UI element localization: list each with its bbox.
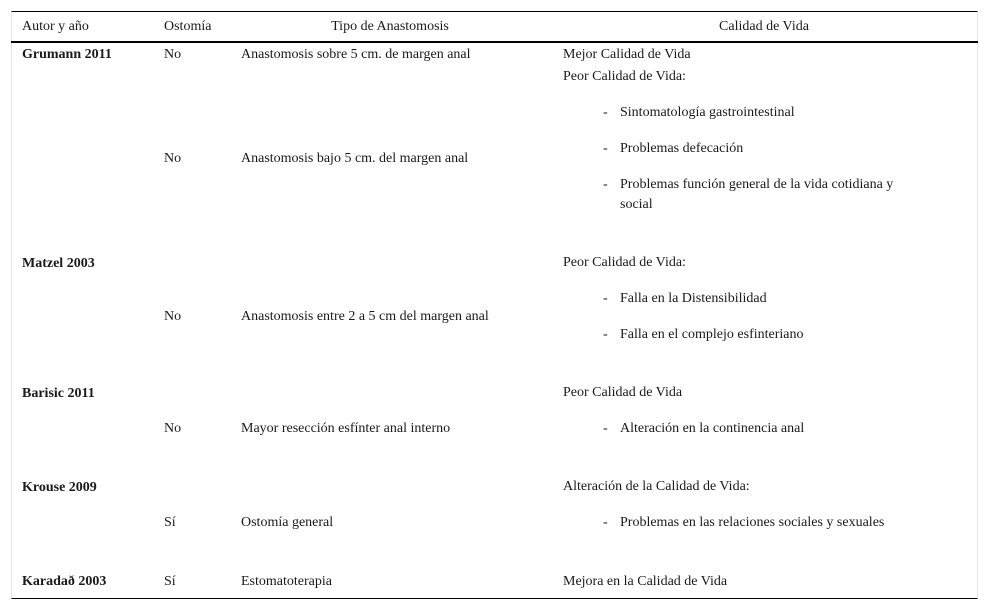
bullet-marker: - [603, 421, 608, 436]
bullet-marker: - [603, 327, 608, 342]
ostomy-cell: No [164, 47, 182, 62]
bullet-item: Falla en la Distensibilidad [620, 291, 767, 306]
header-ostomy: Ostomía [164, 19, 212, 34]
header-divider [11, 41, 978, 43]
bullet-item: Problemas defecación [620, 141, 744, 156]
bullet-marker: - [603, 177, 608, 192]
anastomosis-cell: Anastomosis bajo 5 cm. del margen anal [241, 151, 469, 166]
anastomosis-cell: Ostomía general [241, 515, 334, 530]
quality-cell: Peor Calidad de Vida: [563, 255, 686, 270]
anastomosis-cell: Mayor resección esfínter anal interno [241, 421, 451, 436]
anastomosis-cell: Anastomosis entre 2 a 5 cm del margen anal [241, 309, 489, 324]
ostomy-cell: No [164, 151, 182, 166]
quality-cell: Mejora en la Calidad de Vida [563, 574, 728, 589]
bullet-marker: - [603, 515, 608, 530]
bullet-item: Problemas en las relaciones sociales y sexuales [620, 515, 885, 530]
ostomy-cell: No [164, 421, 182, 436]
quality-cell: Peor Calidad de Vida [563, 385, 683, 400]
ostomy-cell: Sí [164, 574, 176, 589]
anastomosis-cell: Anastomosis sobre 5 cm. de margen anal [241, 47, 471, 62]
bullet-marker: - [603, 105, 608, 120]
bullet-marker: - [603, 141, 608, 156]
header-author: Autor y año [22, 19, 89, 34]
author-cell: Grumann 2011 [22, 47, 112, 62]
bullet-item: Falla en el complejo esfinteriano [620, 327, 804, 342]
bullet-item-continuation: social [620, 197, 653, 212]
author-cell: Krouse 2009 [22, 480, 97, 495]
bullet-item: Problemas función general de la vida cotidiana y [620, 177, 894, 192]
quality-cell: Mejor Calidad de Vida [563, 47, 691, 62]
quality-cell: Alteración de la Calidad de Vida: [563, 479, 750, 494]
anastomosis-cell: Estomatoterapia [241, 574, 332, 589]
data-table [11, 11, 978, 599]
header-anastomosis: Tipo de Anastomosis [331, 19, 449, 34]
bullet-marker: - [603, 291, 608, 306]
header-quality: Calidad de Vida [719, 19, 809, 34]
bullet-item: Sintomatología gastrointestinal [620, 105, 795, 120]
author-cell: Barisic 2011 [22, 386, 95, 401]
quality-cell: Peor Calidad de Vida: [563, 69, 686, 84]
ostomy-cell: No [164, 309, 182, 324]
bullet-item: Alteración en la continencia anal [620, 421, 805, 436]
ostomy-cell: Sí [164, 515, 176, 530]
author-cell: Matzel 2003 [22, 256, 95, 271]
author-cell: Karadað 2003 [22, 574, 107, 589]
